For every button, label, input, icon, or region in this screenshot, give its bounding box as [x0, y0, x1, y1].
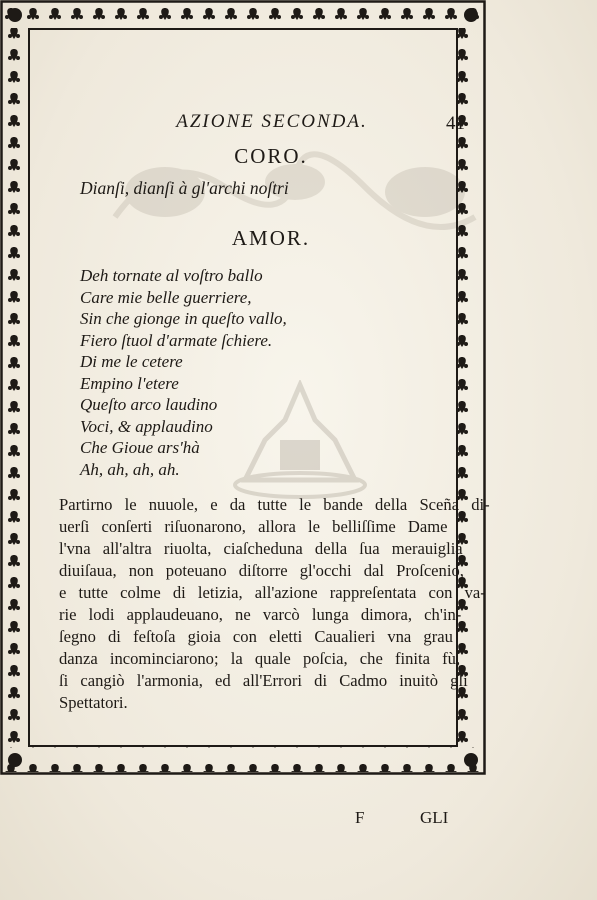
catchword: GLI [420, 808, 449, 827]
verse-line: Care mie belle guerriere, [80, 287, 252, 307]
verse-line: Voci, & applaudino [80, 416, 213, 436]
verse-line: Fiero ſtuol d'armate ſchiere. [80, 330, 273, 350]
prose-line: e tutte colme di letizia, all'azione rappreſentata con va- [59, 583, 486, 602]
running-head: AZIONE SECONDA. [176, 111, 368, 132]
verse-line: Sin che gionge in queſto vallo, [80, 309, 287, 328]
prose-line: Partirno le nuuole, e da tutte le bande della Sceña di- [59, 495, 490, 514]
prose-line: ſi cangiò l'armonia, ed all'Errori di Cadmo inuitò gli [59, 671, 468, 690]
chorus-line: Dianſi, dianſi à gl'archi noſtri [80, 178, 289, 198]
page-number: 41 [446, 113, 465, 134]
verse-line: Queſto arco laudino [80, 395, 218, 414]
prose-line: Spettatori. [59, 693, 128, 712]
prose-line: ſegno di feſtoſa gioia con eletti Caualieri vna grau [59, 627, 453, 646]
verse-block [80, 265, 287, 480]
verse-line: Ah, ah, ah, ah. [80, 459, 180, 479]
verse-line: Che Gioue ars'hà [80, 438, 200, 457]
speaker-heading-amor: AMOR. [231, 226, 311, 250]
verse-line: Empino l'etere [80, 373, 179, 393]
prose-paragraph [59, 494, 491, 714]
prose-line: diuiſaua, non poteuano diſtorre gl'occhi dal Proſcenio, [59, 561, 464, 580]
prose-line: uerſi conſerti riſuonarono, allora le belliſſime Dame [59, 517, 448, 536]
verse-line: Di me le cetere [80, 352, 183, 371]
prose-line: l'vna all'altra riuolta, ciaſcheduna della ſua merauiglia [59, 539, 463, 558]
prose-line: rie lodi applaudeuano, ne varcò lunga dimora, ch'in- [59, 605, 462, 624]
verse-line: Deh tornate al voſtro ballo [80, 266, 263, 285]
speaker-heading-coro: CORO. [234, 144, 308, 168]
prose-line: danza incominciarono; la quale poſcia, che finita fù, [59, 649, 461, 668]
signature-mark: F [355, 808, 365, 827]
